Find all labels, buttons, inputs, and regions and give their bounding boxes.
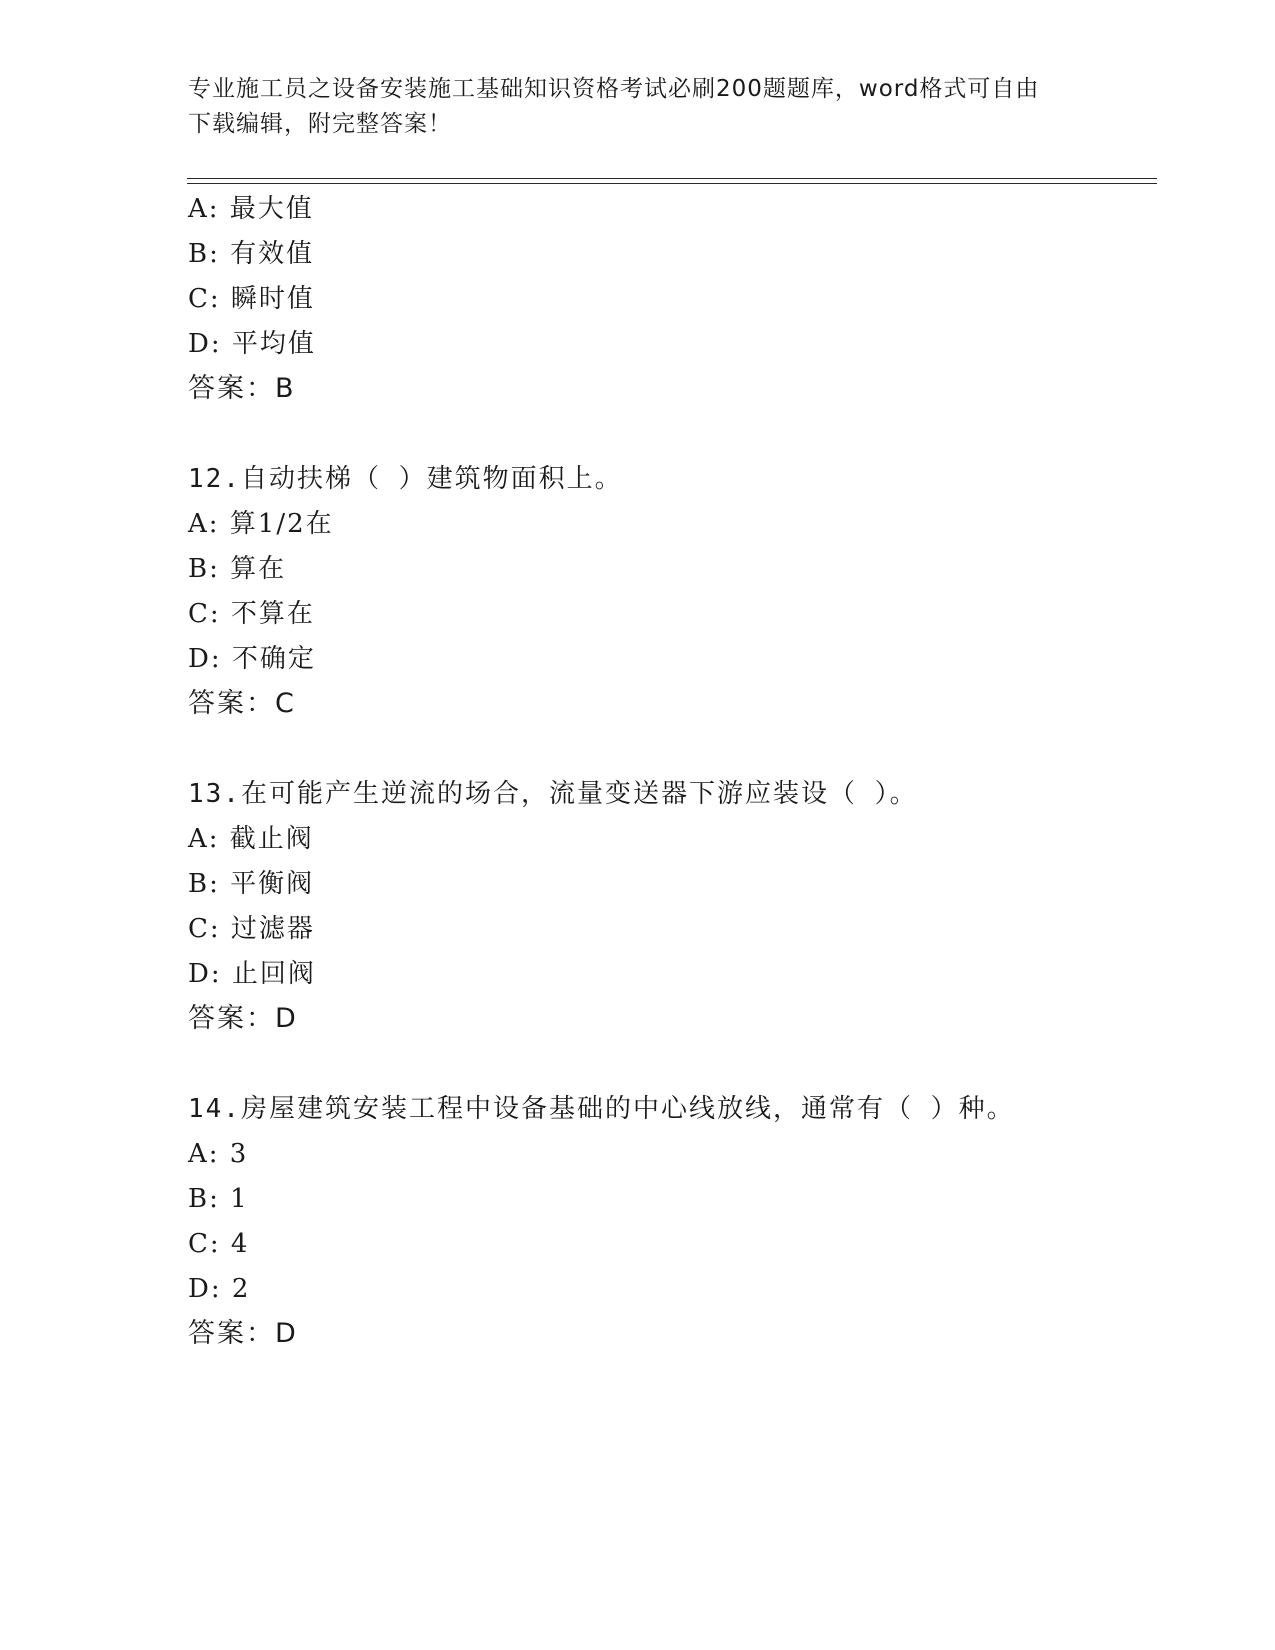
option-b: B: 1 xyxy=(188,1184,249,1214)
answer-label: 答案： xyxy=(188,373,275,404)
answer-line xyxy=(188,372,296,406)
question-12: 12.自动扶梯（ ）建筑物面积上。 xyxy=(188,464,623,494)
option-d: D: 不确定 xyxy=(188,644,316,674)
option-c: C: 过滤器 xyxy=(188,914,315,944)
answer-value: B xyxy=(275,373,296,404)
answer-value: D xyxy=(275,1318,298,1349)
option-c: C: 瞬时值 xyxy=(188,284,315,314)
option-b: B: 算在 xyxy=(188,554,287,584)
answer-label: 答案： xyxy=(188,1003,275,1034)
header-divider-top xyxy=(187,178,1157,179)
option-b: B: 平衡阀 xyxy=(188,869,315,899)
option-a: A: 截止阀 xyxy=(188,824,314,854)
header-line-1: 专业施工员之设备安装施工基础知识资格考试必刷200题题库，word格式可自由 xyxy=(188,76,1040,102)
option-d: D: 止回阀 xyxy=(188,959,316,989)
header-divider-bottom xyxy=(187,183,1157,184)
answer-line xyxy=(188,1317,298,1351)
header-line-2: 下载编辑，附完整答案！ xyxy=(188,111,452,137)
answer-value: C xyxy=(275,688,296,719)
answer-label: 答案： xyxy=(188,1318,275,1349)
option-c: C: 不算在 xyxy=(188,599,315,629)
question-13: 13.在可能产生逆流的场合，流量变送器下游应装设（ ）。 xyxy=(188,779,918,809)
option-a: A: 最大值 xyxy=(188,194,314,224)
option-d: D: 平均值 xyxy=(188,329,316,359)
answer-line xyxy=(188,1002,298,1036)
option-a: A: 3 xyxy=(188,1139,249,1169)
option-d: D: 2 xyxy=(188,1274,251,1304)
answer-line xyxy=(188,687,296,721)
answer-label: 答案： xyxy=(188,688,275,719)
document-header xyxy=(188,72,1088,142)
option-b: B: 有效值 xyxy=(188,239,315,269)
option-c: C: 4 xyxy=(188,1229,250,1259)
option-a: A: 算1/2在 xyxy=(188,509,334,539)
answer-value: D xyxy=(275,1003,298,1034)
question-14: 14.房屋建筑安装工程中设备基础的中心线放线，通常有（ ）种。 xyxy=(188,1094,1015,1124)
